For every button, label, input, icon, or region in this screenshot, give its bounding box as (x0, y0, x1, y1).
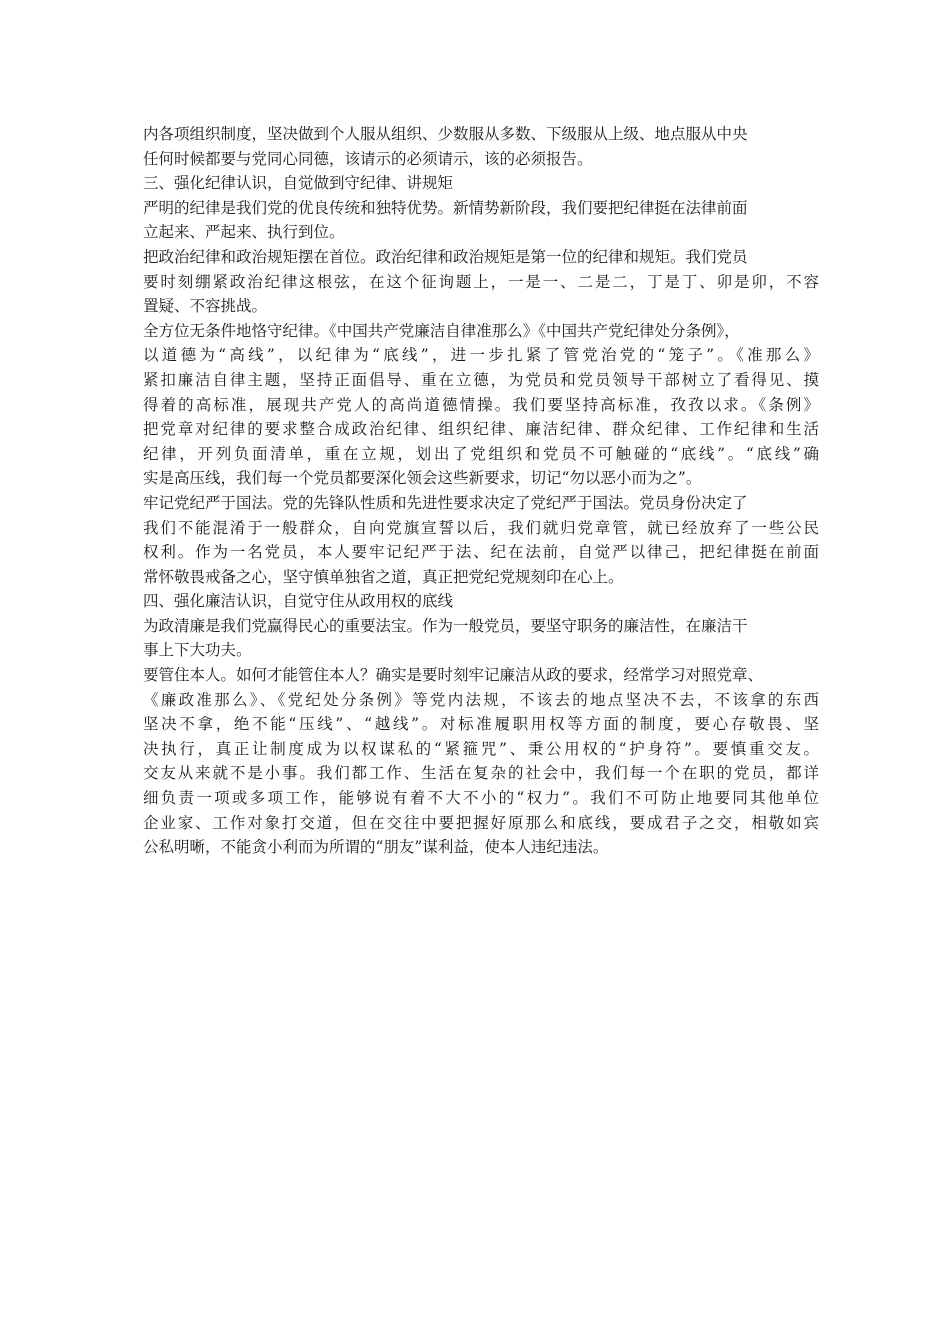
text-line: 坚决不拿，绝不能“压线”、“越线”。对标准履职用权等方面的制度，要心存敬畏、坚 (143, 715, 819, 734)
text-line: 任何时候都要与党同心同德，该请示的必须请示，该的必须报告。 (143, 149, 593, 168)
text-line: 《廉政准那么》、《党纪处分条例》等党内法规，不该去的地点坚决不去，不该拿的东西 (143, 690, 819, 709)
text-line: 权利。作为一名党员，本人要牢记纪严于法、纪在法前，自觉严以律己，把纪律挺在前面 (143, 543, 819, 562)
text-line: 把党章对纪律的要求整合成政治纪律、组织纪律、廉洁纪律、群众纪律、工作纪律和生活 (143, 420, 819, 439)
text-line: 得着的高标准，展现共产党人的高尚道德情操。我们要坚持高标准，孜孜以求。《条例》 (143, 395, 819, 414)
text-line: 我们不能混淆于一般群众，自向党旗宣誓以后，我们就归党章管，就已经放弃了一些公民 (143, 518, 819, 537)
text-line: 全方位无条件地恪守纪律。《中国共产党廉洁自律准那么》《中国共产党纪律处分条例》， (143, 321, 740, 340)
document-body (143, 122, 819, 860)
text-line: 把政治纪律和政治规矩摆在首位。政治纪律和政治规矩是第一位的纪律和规矩。我们党员 (143, 247, 748, 266)
text-line: 事上下大功夫。 (143, 641, 252, 660)
text-line: 交友从来就不是小事。我们都工作、生活在复杂的社会中，我们每一个在职的党员，都详 (143, 764, 819, 783)
text-line: 纪律，开列负面清单，重在立规，划出了党组织和党员不可触碰的“底线”。“底线”确 (143, 444, 819, 463)
text-line: 三、强化纪律认识，自觉做到守纪律、讲规矩 (143, 174, 454, 193)
text-line: 实是高压线，我们每一个党员都要深化领会这些新要求，切记“勿以恶小而为之”。 (143, 469, 702, 488)
text-line: 要时刻绷紧政治纪律这根弦，在这个征询题上，一是一、二是二，丁是丁、卯是卯，不容 (143, 272, 819, 291)
text-line: 为政清廉是我们党赢得民心的重要法宝。作为一般党员，要坚守职务的廉洁性，在廉洁干 (143, 616, 748, 635)
text-line: 紧扣廉洁自律主题，坚持正面倡导、重在立德，为党员和党员领导干部树立了看得见、摸 (143, 370, 819, 389)
text-line: 四、强化廉洁认识，自觉守住从政用权的底线 (143, 592, 454, 611)
text-line: 要管住本人。如何才能管住本人？确实是要时刻牢记廉洁从政的要求，经常学习对照党章、 (143, 666, 764, 685)
text-line: 严明的纪律是我们党的优良传统和独特优势。新情势新阶段，我们要把纪律挺在法律前面 (143, 198, 748, 217)
text-line: 细负责一项或多项工作，能够说有着不大不小的“权力”。我们不可防止地要同其他单位 (143, 789, 819, 808)
text-line: 以道德为“高线”，以纪律为“底线”，进一步扎紧了管党治党的“笼子”。《准那么》 (143, 346, 819, 365)
text-line: 内各项组织制度，坚决做到个人服从组织、少数服从多数、下级服从上级、地点服从中央 (143, 125, 748, 143)
text-line: 决执行，真正让制度成为以权谋私的“紧箍咒”、秉公用权的“护身符”。要慎重交友。 (143, 739, 819, 758)
text-line: 置疑、不容挑战。 (143, 297, 268, 316)
text-line: 常怀敬畏戒备之心，坚守慎单独省之道，真正把党纪党规刻印在心上。 (143, 567, 624, 586)
text-line: 企业家、工作对象打交道，但在交往中要把握好原那么和底线，要成君子之交，相敬如宾 (143, 813, 819, 832)
text-line: 公私明晰，不能贪小利而为所谓的“朋友”谋利益，使本人违纪违法。 (143, 838, 609, 857)
text-line: 立起来、严起来、执行到位。 (143, 223, 345, 242)
text-line: 牢记党纪严于国法。党的先锋队性质和先进性要求决定了党纪严于国法。党员身份决定了 (143, 493, 748, 512)
